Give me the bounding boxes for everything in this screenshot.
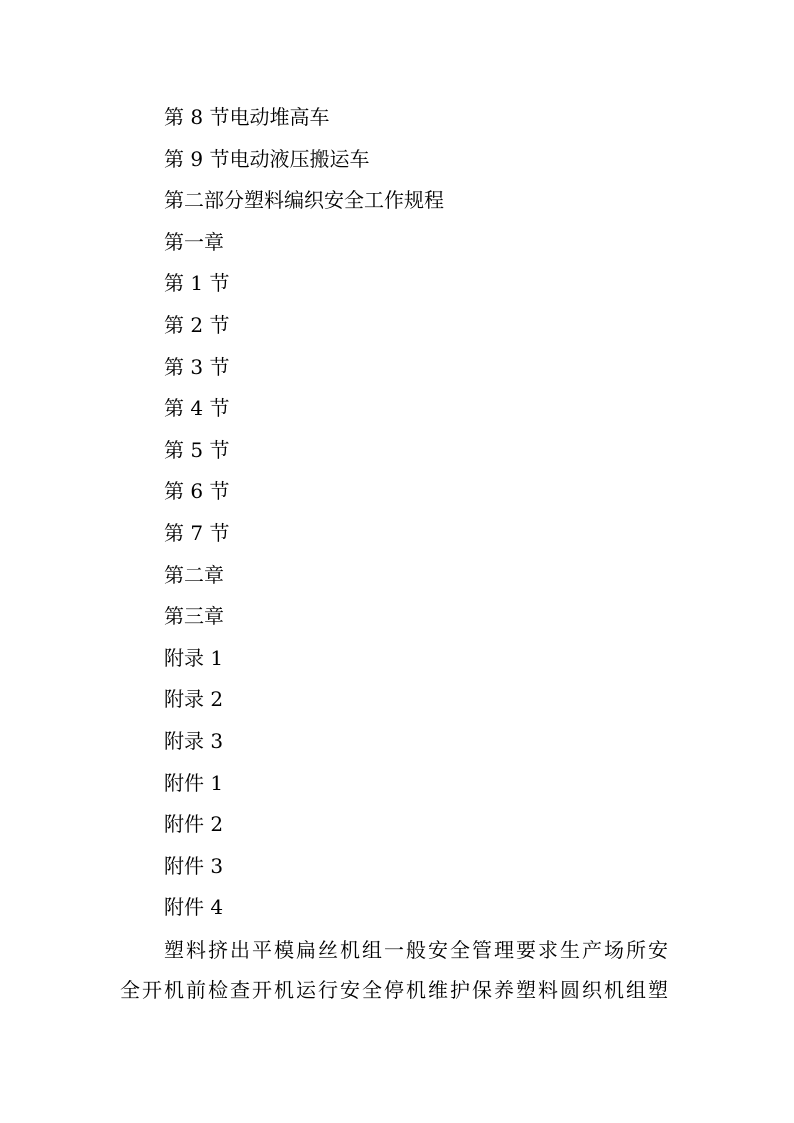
toc-item: 附件 1 bbox=[164, 770, 224, 795]
toc-item: 第 2 节 bbox=[164, 312, 230, 337]
toc-item: 第 5 节 bbox=[164, 437, 230, 462]
toc-item: 附件 4 bbox=[164, 895, 224, 920]
toc-item: 附件 3 bbox=[164, 853, 224, 878]
toc-item: 附录 3 bbox=[164, 728, 224, 753]
toc-item: 第 8 节电动堆高车 bbox=[164, 105, 330, 129]
toc-item: 第 1 节 bbox=[164, 271, 230, 296]
toc-item: 第二部分塑料编织安全工作规程 bbox=[164, 188, 444, 213]
toc-item: 第 6 节 bbox=[164, 479, 230, 504]
paragraph-line: 塑料挤出平模扁丝机组一般安全管理要求生产场所安 bbox=[164, 938, 670, 962]
toc-item: 第 9 节电动液压搬运车 bbox=[164, 146, 370, 171]
toc-item: 第 7 节 bbox=[164, 520, 230, 545]
toc-item: 第一章 bbox=[164, 229, 224, 254]
toc-item: 附录 1 bbox=[164, 645, 224, 670]
toc-item: 第二章 bbox=[164, 562, 224, 587]
toc-item: 第 3 节 bbox=[164, 354, 230, 379]
toc-item: 第 4 节 bbox=[164, 396, 230, 421]
toc-item: 附件 2 bbox=[164, 812, 224, 837]
toc-item: 第三章 bbox=[164, 604, 224, 629]
toc-item: 附录 2 bbox=[164, 687, 224, 712]
toc-list bbox=[164, 97, 444, 929]
paragraph-line: 全开机前检查开机运行安全停机维护保养塑料圆织机组塑 bbox=[120, 978, 670, 1002]
body-paragraph bbox=[120, 930, 680, 1010]
